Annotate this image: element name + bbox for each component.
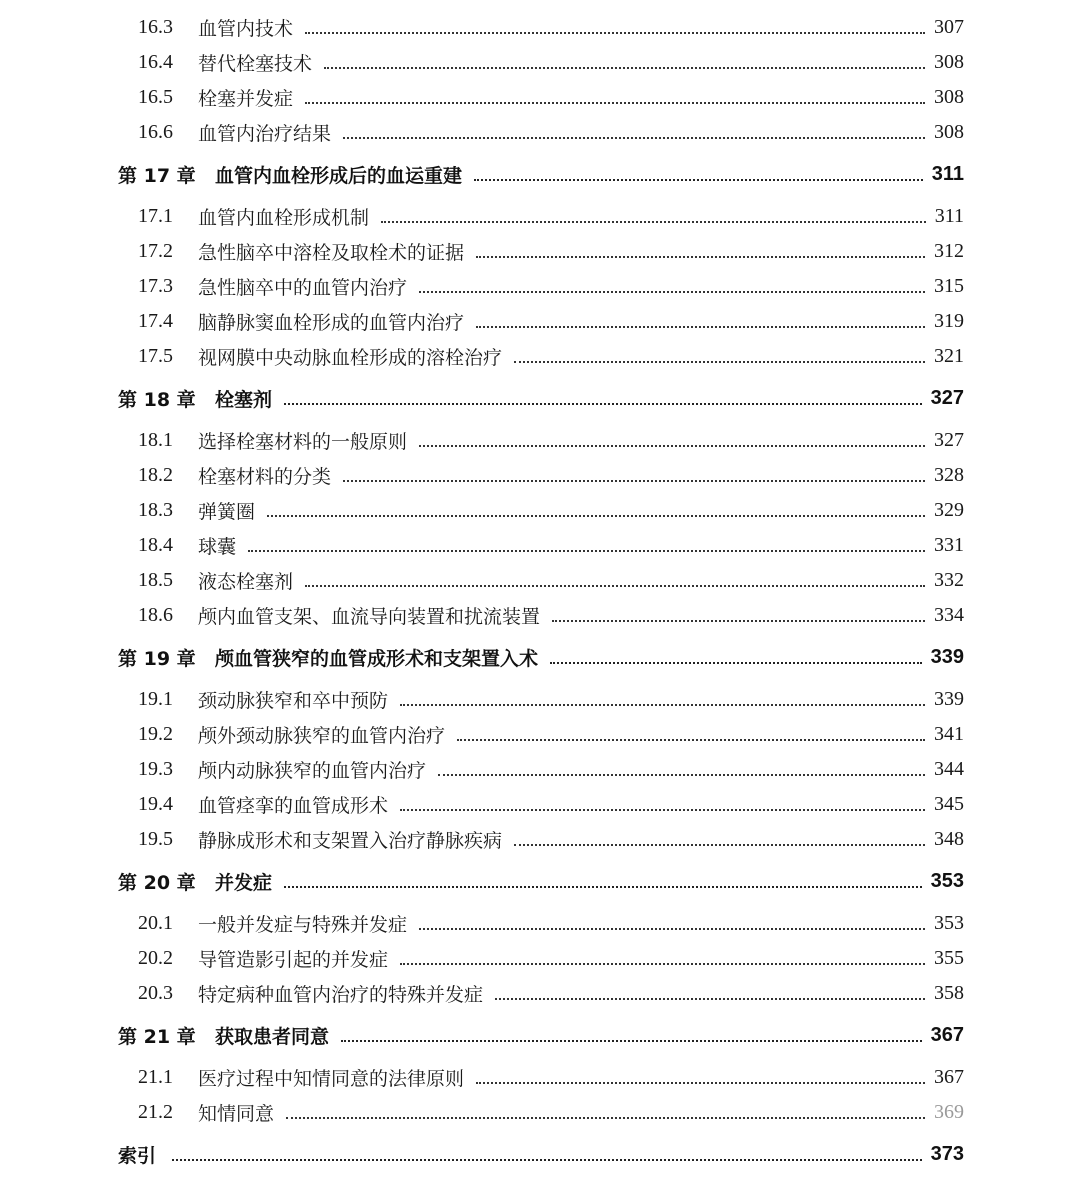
section-number: 18.5 [138, 569, 173, 591]
section-number: 18.6 [138, 604, 173, 626]
section-title: 弹簧圈 [198, 501, 256, 523]
section-title: 液态栓塞剂 [198, 571, 294, 593]
toc-section-row[interactable] [118, 563, 964, 598]
page-number: 308 [934, 121, 964, 143]
dot-leader [514, 361, 925, 363]
section-title: 静脉成形术和支架置入治疗静脉疾病 [198, 830, 503, 852]
dot-leader [305, 585, 925, 587]
chapter-label: 第 17 章 [118, 165, 196, 187]
chapter-title: 栓塞剂 [215, 389, 273, 411]
section-title: 急性脑卒中的血管内治疗 [198, 277, 408, 299]
dot-leader [343, 480, 925, 482]
section-title: 颅外颈动脉狭窄的血管内治疗 [198, 725, 446, 747]
chapter-label: 第 18 章 [118, 389, 196, 411]
section-title: 栓塞材料的分类 [198, 466, 332, 488]
dot-leader [476, 256, 925, 258]
section-number: 18.4 [138, 534, 173, 556]
toc-section-row[interactable] [118, 423, 964, 458]
page-number: 308 [934, 51, 964, 73]
toc-section-row[interactable] [118, 458, 964, 493]
chapter-label: 第 21 章 [118, 1026, 196, 1048]
page-number: 369 [934, 1101, 964, 1123]
page-number: 331 [934, 534, 964, 556]
dot-leader [341, 1040, 922, 1042]
page-number: 348 [934, 828, 964, 850]
section-number: 18.3 [138, 499, 173, 521]
toc-section-row[interactable] [118, 598, 964, 633]
toc-section-row[interactable] [118, 115, 964, 150]
section-number: 19.2 [138, 723, 173, 745]
toc-section-row[interactable] [118, 304, 964, 339]
section-title: 医疗过程中知情同意的法律原则 [198, 1068, 465, 1090]
section-number: 19.4 [138, 793, 173, 815]
section-title: 颅内血管支架、血流导向装置和扰流装置 [198, 606, 541, 628]
section-number: 18.2 [138, 464, 173, 486]
section-title: 血管内血栓形成机制 [198, 207, 370, 229]
page-number: 367 [934, 1066, 964, 1088]
toc-chapter-row[interactable] [118, 857, 964, 906]
page-number: 307 [934, 16, 964, 38]
section-number: 17.5 [138, 345, 173, 367]
page-number: 308 [934, 86, 964, 108]
dot-leader [419, 445, 925, 447]
page-number: 312 [934, 240, 964, 262]
section-title: 球囊 [198, 536, 237, 558]
section-title: 替代栓塞技术 [198, 53, 313, 75]
section-title: 知情同意 [198, 1103, 275, 1125]
dot-leader [476, 1082, 925, 1084]
table-of-contents [118, 10, 964, 1179]
dot-leader [476, 326, 925, 328]
toc-section-row[interactable] [118, 80, 964, 115]
dot-leader [305, 102, 925, 104]
toc-section-row[interactable] [118, 339, 964, 374]
section-number: 17.2 [138, 240, 173, 262]
dot-leader [248, 550, 925, 552]
dot-leader [305, 32, 925, 34]
page-number: 341 [934, 723, 964, 745]
page-number: 311 [931, 163, 964, 185]
dot-leader [284, 886, 922, 888]
chapter-label: 第 19 章 [118, 648, 196, 670]
dot-leader [286, 1117, 925, 1119]
dot-leader [267, 515, 925, 517]
dot-leader [324, 67, 925, 69]
section-number: 16.5 [138, 86, 173, 108]
toc-section-row[interactable] [118, 1060, 964, 1095]
dot-leader [474, 179, 923, 181]
section-title: 选择栓塞材料的一般原则 [198, 431, 408, 453]
section-title: 脑静脉窦血栓形成的血管内治疗 [198, 312, 465, 334]
section-number: 16.6 [138, 121, 173, 143]
dot-leader [550, 662, 922, 664]
toc-section-row[interactable] [118, 528, 964, 563]
page-number: 353 [930, 870, 964, 892]
index-label: 索引 [118, 1145, 157, 1167]
page-number: 355 [934, 947, 964, 969]
toc-section-row[interactable] [118, 682, 964, 717]
dot-leader [438, 774, 925, 776]
toc-section-row[interactable] [118, 10, 964, 45]
chapter-label: 第 20 章 [118, 872, 196, 894]
dot-leader [419, 291, 925, 293]
section-number: 21.2 [138, 1101, 173, 1123]
toc-section-row[interactable] [118, 787, 964, 822]
section-number: 20.2 [138, 947, 173, 969]
page-number: 329 [934, 499, 964, 521]
page-number: 339 [930, 646, 964, 668]
section-number: 19.3 [138, 758, 173, 780]
page-number: 345 [934, 793, 964, 815]
toc-chapter-row[interactable] [118, 150, 964, 199]
section-number: 18.1 [138, 429, 173, 451]
toc-section-row[interactable] [118, 493, 964, 528]
section-title: 一般并发症与特殊并发症 [198, 914, 408, 936]
dot-leader [514, 844, 925, 846]
section-number: 19.5 [138, 828, 173, 850]
section-title: 视网膜中央动脉血栓形成的溶栓治疗 [198, 347, 503, 369]
section-number: 21.1 [138, 1066, 173, 1088]
dot-leader [457, 739, 925, 741]
toc-section-row[interactable] [118, 976, 964, 1011]
dot-leader [343, 137, 925, 139]
page-number: 327 [934, 429, 964, 451]
toc-section-row[interactable] [118, 1095, 964, 1130]
dot-leader [400, 704, 925, 706]
section-title: 颈动脉狭窄和卒中预防 [198, 690, 389, 712]
toc-chapter-row[interactable] [118, 1011, 964, 1060]
page-number: 327 [930, 387, 964, 409]
toc-section-row[interactable] [118, 752, 964, 787]
dot-leader [381, 221, 926, 223]
page-number: 328 [934, 464, 964, 486]
dot-leader [172, 1159, 922, 1161]
toc-section-row[interactable] [118, 717, 964, 752]
dot-leader [419, 928, 925, 930]
section-number: 17.1 [138, 205, 173, 227]
section-title: 急性脑卒中溶栓及取栓术的证据 [198, 242, 465, 264]
section-title: 特定病种血管内治疗的特殊并发症 [198, 984, 484, 1006]
section-number: 20.3 [138, 982, 173, 1004]
page-number: 367 [930, 1024, 964, 1046]
page-number: 344 [934, 758, 964, 780]
section-title: 栓塞并发症 [198, 88, 294, 110]
chapter-title: 获取患者同意 [215, 1026, 330, 1048]
page-number: 319 [934, 310, 964, 332]
dot-leader [400, 809, 925, 811]
section-title: 血管内治疗结果 [198, 123, 332, 145]
page-number: 339 [934, 688, 964, 710]
section-title: 导管造影引起的并发症 [198, 949, 389, 971]
page-number: 321 [934, 345, 964, 367]
page-number: 334 [934, 604, 964, 626]
toc-index-row[interactable] [118, 1130, 964, 1179]
toc-section-row[interactable] [118, 906, 964, 941]
section-title: 血管痉挛的血管成形术 [198, 795, 389, 817]
section-number: 20.1 [138, 912, 173, 934]
page-number: 315 [934, 275, 964, 297]
chapter-title: 血管内血栓形成后的血运重建 [215, 165, 463, 187]
section-number: 16.3 [138, 16, 173, 38]
section-number: 16.4 [138, 51, 173, 73]
page-number: 311 [934, 205, 964, 227]
section-title: 颅内动脉狭窄的血管内治疗 [198, 760, 427, 782]
toc-section-row[interactable] [118, 234, 964, 269]
dot-leader [552, 620, 925, 622]
dot-leader [400, 963, 925, 965]
toc-section-row[interactable] [118, 822, 964, 857]
page-number: 373 [930, 1143, 964, 1165]
page-number: 332 [934, 569, 964, 591]
section-number: 19.1 [138, 688, 173, 710]
dot-leader [284, 403, 922, 405]
chapter-title: 并发症 [215, 872, 273, 894]
toc-section-row[interactable] [118, 269, 964, 304]
page-number: 358 [934, 982, 964, 1004]
toc-section-row[interactable] [118, 45, 964, 80]
toc-chapter-row[interactable] [118, 374, 964, 423]
section-number: 17.3 [138, 275, 173, 297]
section-number: 17.4 [138, 310, 173, 332]
toc-section-row[interactable] [118, 199, 964, 234]
page-number: 353 [934, 912, 964, 934]
section-title: 血管内技术 [198, 18, 294, 40]
dot-leader [495, 998, 925, 1000]
chapter-title: 颅血管狭窄的血管成形术和支架置入术 [215, 648, 539, 670]
toc-section-row[interactable] [118, 941, 964, 976]
toc-chapter-row[interactable] [118, 633, 964, 682]
